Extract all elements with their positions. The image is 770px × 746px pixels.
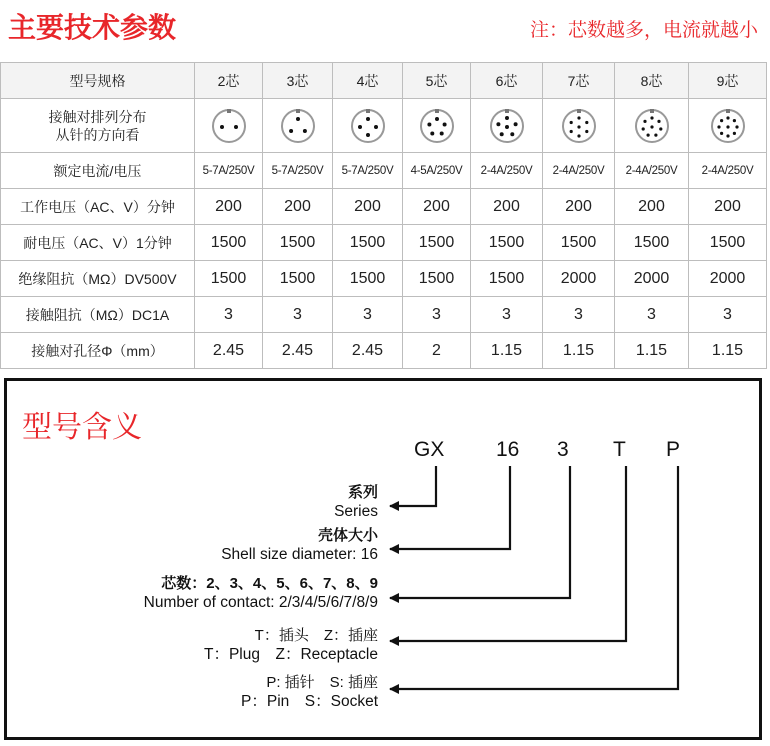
cell: 200 [615,189,689,225]
page-title: 主要技术参数 [8,11,177,44]
cell: 1.15 [543,333,615,369]
cell: 2-4A/250V [615,153,689,189]
cell: 1500 [263,225,333,261]
cell: 200 [263,189,333,225]
label-pin-zh: P: 插针 S: 插座 [266,674,378,691]
col-6: 6芯 [471,63,543,99]
label-series-zh: 系列 [347,484,378,501]
cell: 1500 [333,225,403,261]
row-label: 额定电流/电压 [1,153,195,189]
cell: 2-4A/250V [471,153,543,189]
code-shell-size: 16 [496,438,520,461]
cell: 2.45 [333,333,403,369]
cell: 3 [615,297,689,333]
label-type-en: T：Plug Z：Receptacle [203,646,378,663]
label-type-zh: T：插头 Z：插座 [254,627,378,644]
cell: 1500 [543,225,615,261]
label-pin-en: P：Pin S：Socket [241,693,378,710]
cell: 5-7A/250V [263,153,333,189]
col-4: 4芯 [333,63,403,99]
row-label: 工作电压（AC、V）分钟 [1,189,195,225]
cell: 1500 [403,261,471,297]
code-type: T [613,438,626,461]
leader-contacts [390,466,570,598]
cell: 1500 [263,261,333,297]
label-series-en: Series [334,503,378,520]
cell: 3 [403,297,471,333]
cell: 3 [689,297,767,333]
cell: 3 [333,297,403,333]
col-8: 8芯 [615,63,689,99]
cell: 1500 [615,225,689,261]
code-contacts: 3 [557,438,569,461]
cell: 4-5A/250V [403,153,471,189]
leader-type [390,466,626,641]
cell: 200 [689,189,767,225]
col-7: 7芯 [543,63,615,99]
code-series: GX [414,438,445,461]
cell: 5-7A/250V [195,153,263,189]
cell: 2-4A/250V [543,153,615,189]
cell: 2000 [689,261,767,297]
cell: 1500 [471,261,543,297]
cell: 3 [543,297,615,333]
row-label: 耐电压（AC、V）1分钟 [1,225,195,261]
cell: 1500 [403,225,471,261]
leader-series [390,466,436,506]
cell: 2.45 [263,333,333,369]
label-shell-size-en: Shell size diameter: 16 [221,546,378,563]
label-contacts-en: Number of contact: 2/3/4/5/6/7/8/9 [143,594,378,611]
cell: 1500 [195,261,263,297]
cell: 1500 [195,225,263,261]
head-label: 型号规格 [1,63,195,99]
note-text: 注：芯数越多，电流就越小 [529,19,758,41]
cell: 1.15 [689,333,767,369]
cell: 200 [543,189,615,225]
cell: 2.45 [195,333,263,369]
cell: 1500 [333,261,403,297]
code-pin: P [666,438,681,461]
leader-shell-size [390,466,510,549]
cell: 3 [263,297,333,333]
cell: 5-7A/250V [333,153,403,189]
row-label: 绝缘阻抗（MΩ）DV500V [1,261,195,297]
cell: 2000 [615,261,689,297]
cell: 2 [403,333,471,369]
col-5: 5芯 [403,63,471,99]
label-contacts-zh: 芯数：2、3、4、5、6、7、8、9 [161,575,378,592]
leader-pin [390,466,678,689]
cell: 1500 [689,225,767,261]
model-meaning-title: 型号含义 [22,410,142,445]
cell: 1.15 [615,333,689,369]
cell: 200 [333,189,403,225]
cell: 2-4A/250V [689,153,767,189]
cell: 200 [471,189,543,225]
label-shell-size-zh: 壳体大小 [317,527,378,544]
pin-layout-label-line1: 接触对排列分布 [48,108,147,125]
cell: 3 [471,297,543,333]
row-label: 接触对孔径Φ（mm） [1,333,195,369]
cell: 1500 [471,225,543,261]
cell: 200 [195,189,263,225]
pin-layout-label-line2: 从针的方向看 [55,126,140,143]
col-9: 9芯 [689,63,767,99]
cell: 2000 [543,261,615,297]
col-3: 3芯 [263,63,333,99]
cell: 1.15 [471,333,543,369]
cell: 3 [195,297,263,333]
col-2: 2芯 [195,63,263,99]
cell: 200 [403,189,471,225]
row-label: 接触阻抗（MΩ）DC1A [1,297,195,333]
